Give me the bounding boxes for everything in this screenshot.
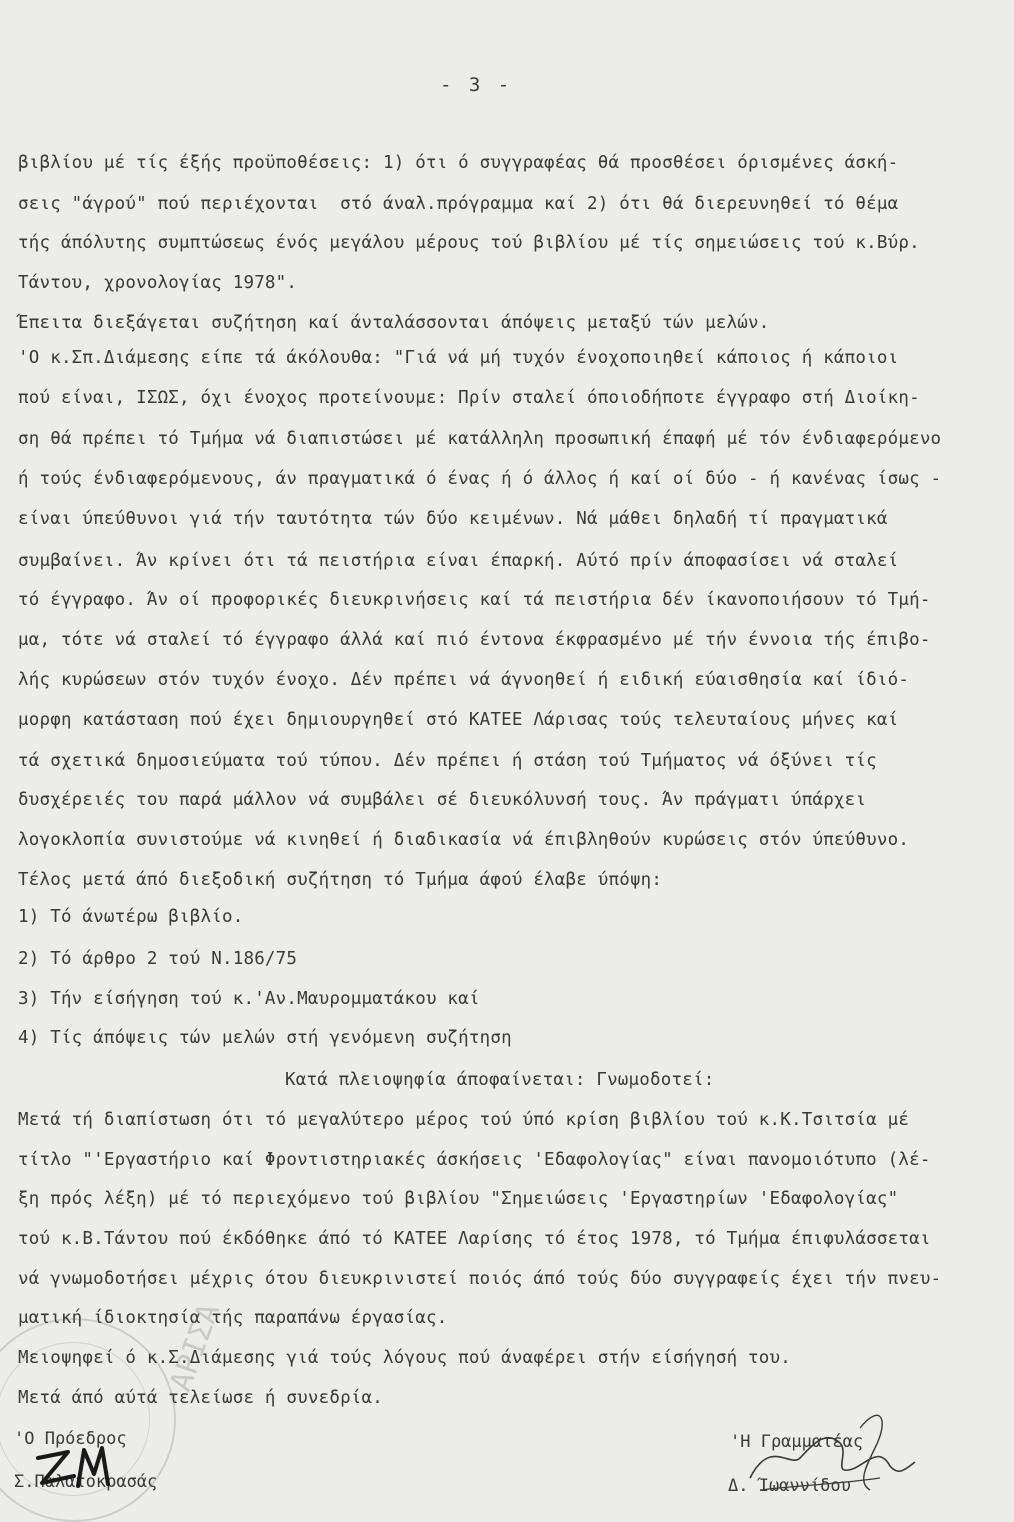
secretary-signature [730,1398,930,1498]
body-line: τά σχετικά δημοσιεύματα τού τύπου. Δέν πρέπει ή στάση τού Τμήματος νά όξύνει τίς [18,751,877,771]
body-line: σεις "άγρού" πού περιέχονται στό άναλ.πρόγραμμα καί 2) ότι θά διερευνηθεί τό θέμα [18,194,899,214]
body-line: τό έγγραφο. Άν οί προφορικές διευκρινήσεις καί τά πειστήρια δέν ίκανοποιήσουν τό Τμή- [18,590,931,610]
body-line: 'Ο κ.Σπ.Διάμεσης είπε τά άκόλουθα: "Γιά νά μή τυχόν ένοχοποιηθεί κάποιος ή κάποιοι [18,348,899,368]
chairman-name: Σ.Παλατοκρασάς [14,1472,158,1492]
body-line: 3) Τήν είσήγηση τού κ.'Αν.Μαυρομματάκου καί [18,989,480,1009]
body-line: μορφη κατάσταση πού έχει δημιουργηθεί στό ΚΑΤΕΕ Λάρισας τούς τελευταίους μήνες καί [18,710,899,730]
body-line: Μετά τή διαπίστωση ότι τό μεγαλύτερο μέρος τού ύπό κρίση βιβλίου τού κ.Κ.Τσιτσία μέ [18,1110,910,1130]
body-line: πού είναι, ΙΣΩΣ, όχι ένοχος προτείνουμε: Πρίν σταλεί όποιοδήποτε έγγραφο στή Διοίκη- [18,388,920,408]
body-line: ξη πρός λέξη) μέ τό περιεχόμενο τού βιβλίου "Σημειώσεις 'Εργαστηρίων 'Εδαφολογίας" [18,1189,899,1209]
body-line: νά γνωμοδοτήσει μέχρις ότου διευκρινιστεί ποιός άπό τούς δύο συγγραφείς έχει τήν πνευ- [18,1269,942,1289]
body-line: Έπειτα διεξάγεται συζήτηση καί άνταλάσσονται άπόψεις μεταξύ τών μελών. [18,313,770,333]
body-line: ση θά πρέπει τό Τμήμα νά διαπιστώσει μέ κατάλληλη προσωπική έπαφή μέ τόν ένδιαφερόμενο [18,429,942,449]
chairman-signature [28,1428,138,1498]
body-line: ματική ίδιοκτησία τής παραπάνω έργασίας. [18,1308,448,1328]
body-line: Μειοψηφεί ό κ.Σ.Διάμεσης γιά τούς λόγους πού άναφέρει στήν είσήγησή του. [18,1348,791,1368]
body-line: λογοκλοπία συνιστούμε νά κινηθεί ή διαδικασία νά έπιβληθούν κυρώσεις στόν ύπεύθυνο. [18,830,910,850]
body-line: Τάντου, χρονολογίας 1978". [18,273,298,293]
body-line: δυσχέρειές του παρά μάλλον νά συμβάλει σέ διευκόλυνσή τους. Άν πράγματι ύπάρχει [18,790,867,810]
body-line: 4) Τίς άπόψεις τών μελών στή γενόμενη συζήτηση [18,1028,512,1048]
body-line: συμβαίνει. Άν κρίνει ότι τά πειστήρια είναι έπαρκή. Αύτό πρίν άποφασίσει νά σταλεί [18,551,899,571]
body-line: μα, τότε νά σταλεί τό έγγραφο άλλά καί πιό έντονα έκφρασμένο μέ τήν έννοια τής έπιβο- [18,630,931,650]
body-line: Κατά πλειοψηφία άποφαίνεται: Γνωμοδοτεί: [285,1070,715,1090]
chairman-title: 'Ο Πρόεδρος [14,1429,127,1449]
body-line: λής κυρώσεων στόν τυχόν ένοχο. Δέν πρέπει νά άγνοηθεί ή ειδική εύαισθησία καί ίδιό- [18,670,910,690]
body-line: Τέλος μετά άπό διεξοδική συζήτηση τό Τμήμα άφού έλαβε ύπόψη: [18,870,663,890]
body-line: τού κ.Β.Τάντου πού έκδόθηκε άπό τό ΚΑΤΕΕ Λαρίσης τό έτος 1978, τό Τμήμα έπιφυλάσσεται [18,1229,931,1249]
body-line: 2) Τό άρθρο 2 τού Ν.186/75 [18,949,298,969]
body-line: Μετά άπό αύτά τελείωσε ή συνεδρία. [18,1388,384,1408]
secretary-title: 'Η Γραμματέας [730,1432,864,1452]
body-line: βιβλίου μέ τίς έξής προϋποθέσεις: 1) ότι ό συγγραφέας θά προσθέσει όρισμένες άσκή- [18,153,899,173]
page-number: - 3 - [440,74,513,96]
secretary-name: Δ. Ίωαννίδου [728,1476,851,1496]
body-line: 1) Τό άνωτέρω βιβλίο. [18,907,244,927]
body-line: ή τούς ένδιαφερόμενους, άν πραγματικά ό ένας ή ό άλλος ή καί οί δύο - ή κανένας ίσως - [18,469,942,489]
body-line: τίτλο "'Εργαστήριο καί Φροντιστηριακές άσκήσεις 'Εδαφολογίας" είναι πανομοιότυπο (λέ- [18,1150,931,1170]
body-line: τής άπόλυτης συμπτώσεως ένός μεγάλου μέρους τού βιβλίου μέ τίς σημειώσεις τού κ.Βύρ. [18,233,920,253]
body-line: είναι ύπεύθυνοι γιά τήν ταυτότητα τών δύο κειμένων. Νά μάθει δηλαδή τί πραγματικά [18,509,888,529]
stamp-lettering: ΑΡΙΣΑ [163,1299,228,1396]
